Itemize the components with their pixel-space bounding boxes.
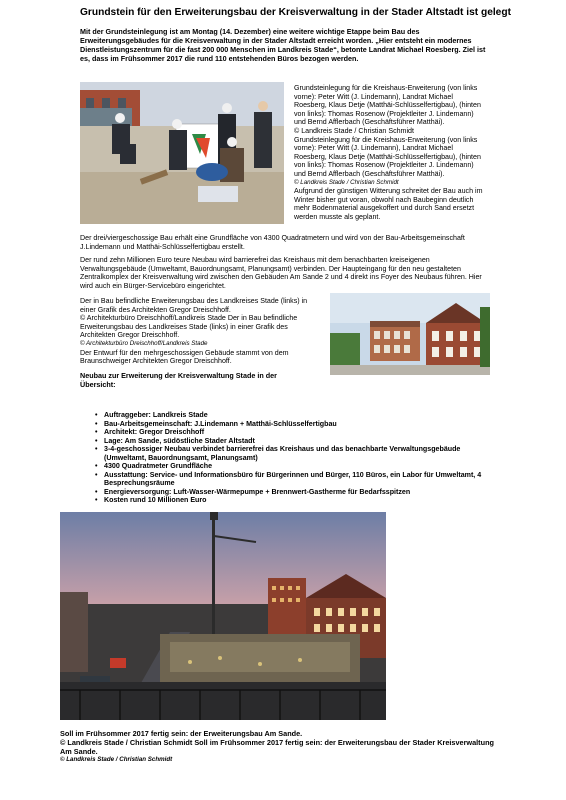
photo-construction-site [60, 512, 386, 720]
photo3-credit-italic: © Landkreis Stade / Christian Schmidt [60, 756, 173, 764]
groundbreaking-image [80, 82, 284, 224]
fact-item: • Ausstattung: Service- und Informationsbüro für Bürgerinnen und Bürger, 110 Büros, ein Labor für Umweltamt, 4 Besprechungsräume [90, 471, 500, 488]
fact-item: • 4300 Quadratmeter Grundfläche [90, 462, 500, 471]
paragraph-cost: Der rund zehn Millionen Euro teure Neubau wird barrierefrei das Kreishaus mit dem benachbarten kreiseigenen Verwaltungsgebäude (Umweltamt, Bauordnungsamt, Planungsamt) verbinden. Der Haupteingang für den neu gestalteten Zentralkomplex der Kreisverwaltung wird zwischen den Gebäuden Am Sande 2 und 4 direkt ins Foyer des Neubaus führen. Hier wird auch ein Bürger-Servicebüro eingerichtet. [80, 256, 482, 290]
photo2-credit-repeat: © Architekturbüro Dreischhoff/Landkreis Stade Der in Bau befindliche Erweiterungsbau des Landkreises Stade (links) in einer Grafik des Architekten Gregor Dreischhoff. [80, 314, 298, 340]
photo1-caption-repeat: Grundsteinlegung für die Kreishaus-Erweiterung (von links vorne): Peter Witt (J. Lindemann), Landrat Michael Roesberg, Klaus Detje (Matthäi-Schlüsselfertigbau), (hinten von links): Thomas Rosenow (Projektleiter J. Lindemann) und Bernd Afflerbach (Geschäftsführer Matthäi). [294, 135, 481, 178]
photo3-caption-block [60, 730, 500, 763]
fact-item: • Energieversorgung: Luft-Wasser-Wärmepumpe + Brennwert-Gastherme für Bedarfsspitzen [90, 488, 500, 497]
overview-heading: Neubau zur Erweiterung der Kreisverwaltung Stade in der Übersicht: [80, 371, 277, 389]
article-title: Grundstein für den Erweiterungsbau der Kreisverwaltung in der Stader Altstadt ist gelegt [80, 7, 511, 18]
photo-rendering [330, 293, 490, 375]
paragraph-weather: Aufgrund der günstigen Witterung schreitet der Bau auch im Winter bisher gut voran, obwohl nach Baubeginn deutlich mehr Bodenmaterial ausgekoffert und durch Sand ersetzt werden musste als geplant. [294, 187, 483, 221]
fact-item: • Auftraggeber: Landkreis Stade [90, 411, 500, 420]
architect-rendering-image [330, 293, 490, 375]
photo1-credit-italic: © Landkreis Stade / Christian Schmidt [294, 178, 399, 186]
photo3-caption: Soll im Frühsommer 2017 fertig sein: der Erweiterungsbau Am Sande. [60, 729, 303, 738]
photo2-caption-block [80, 297, 318, 366]
facts-list [90, 411, 500, 505]
article-lead: Mit der Grundsteinlegung ist am Montag (14. Dezember) eine weitere wichtige Etappe beim Bau des Erweiterungsgebäudes für die Kreisverwaltung in der Stader Altstadt erreicht worden. „Hier entsteht ein modernes Dienstleistungszentrum für die fast 200 000 Menschen im Landkreis Stade“, betonte Landrat Michael Roesberg. Ziel ist es, dass im Frühsommer 2017 die rund 110 entstehenden Büros bezogen werden. [80, 27, 486, 63]
fact-item: • Architekt: Gregor Dreischhoff [90, 428, 500, 437]
photo2-caption: Der in Bau befindliche Erweiterungsbau des Landkreises Stade (links) in einer Grafik des Architekten Gregor Dreischhoff. [80, 297, 308, 314]
paragraph-floors: Der drei/viergeschossige Bau erhält eine Grundfläche von 4300 Quadratmetern und wird von der Bau-Arbeitsgemeinschaft J.Lindemann und Matthäi-Schlüsselfertigbau erstellt. [80, 234, 465, 251]
construction-site-image [60, 512, 386, 720]
photo1-caption-block [294, 84, 484, 222]
paragraph-design: Der Entwurf für den mehrgeschossigen Gebäude stammt von dem Braunschweiger Architekten Gregor Dreischhoff. [80, 348, 289, 366]
photo1-caption: Grundsteinlegung für die Kreishaus-Erweiterung (von links vorne): Peter Witt (J. Lindemann), Landrat Michael Roesberg, Klaus Detje (Matthäi-Schlüsselfertigbau), (hinten von links): Thomas Rosenow (Projektleiter J. Lindemann) und Bernd Afflerbach (Geschäftsführer Matthäi). [294, 84, 481, 127]
fact-item: • Bau-Arbeitsgemeinschaft: J.Lindemann + Matthäi-Schlüsselfertigbau [90, 420, 500, 429]
fact-item: • 3-4-geschossiger Neubau verbindet barrierefrei das Kreishaus und das benachbarte Verwaltungsgebäude (Umweltamt, Bauordnungsamt, Planungsamt) [90, 445, 500, 462]
photo3-credit-repeat: © Landkreis Stade / Christian Schmidt Soll im Frühsommer 2017 fertig sein: der Erweiterungsbau der Stader Kreisverwaltung Am Sande. [60, 737, 494, 756]
photo-groundbreaking [80, 82, 284, 224]
fact-item: • Kosten rund 10 Millionen Euro [90, 496, 500, 505]
fact-item: • Lage: Am Sande, südöstliche Stader Altstadt [90, 437, 500, 446]
photo1-credit: © Landkreis Stade / Christian Schmidt [294, 126, 414, 135]
photo2-credit-italic: © Architekturbüro Dreischhoff/Landkreis Stade [80, 339, 208, 347]
